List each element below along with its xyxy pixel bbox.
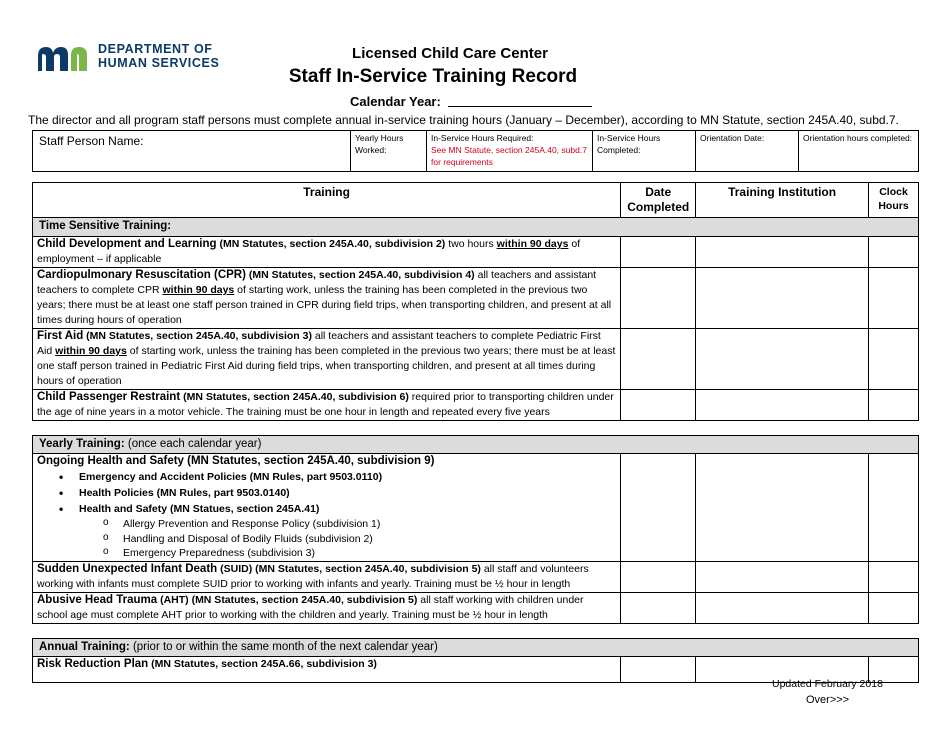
ongoing-sub-bullets bbox=[37, 517, 616, 561]
institution-cell[interactable] bbox=[696, 268, 869, 329]
section-yearly: Yearly Training: (once each calendar year) bbox=[33, 436, 919, 454]
institution-cell[interactable] bbox=[696, 592, 869, 623]
table-row bbox=[33, 390, 919, 421]
list-item: o Allergy Prevention and Response Policy (subdivision 1) bbox=[101, 517, 616, 532]
updated-date: Updated February 2018 bbox=[772, 678, 883, 690]
list-item: o Emergency Preparedness (subdivision 3) bbox=[101, 546, 616, 561]
section-annual: Annual Training: (prior to or within the same month of the next calendar year) bbox=[33, 638, 919, 656]
hours-cell[interactable] bbox=[869, 454, 919, 562]
header-institution: Training Institution bbox=[696, 183, 869, 218]
table-row bbox=[33, 561, 919, 592]
orientation-hours-field[interactable]: Orientation hours completed: bbox=[799, 131, 919, 172]
table-row bbox=[33, 268, 919, 329]
staff-name-field[interactable]: Staff Person Name: bbox=[33, 131, 351, 172]
training-risk-reduction: Risk Reduction Plan (MN Statutes, section 245A.66, subdivision 3) bbox=[33, 656, 621, 682]
institution-cell[interactable] bbox=[696, 561, 869, 592]
list-item: • Health and Safety (MN Statues, section 245A.41) bbox=[57, 501, 616, 517]
table-row bbox=[33, 329, 919, 390]
section-time-sensitive: Time Sensitive Training: bbox=[33, 218, 919, 237]
institution-cell[interactable] bbox=[696, 329, 869, 390]
training-suid: Sudden Unexpected Infant Death (SUID) (MN Statutes, section 245A.40, subdivision 5) all staff and volunteers working with infants must complete SUID prior to working with infants and yearly. Training must be ½ hour in length bbox=[33, 561, 621, 592]
department-name: DEPARTMENT OF HUMAN SERVICES bbox=[98, 42, 220, 70]
date-cell[interactable] bbox=[621, 592, 696, 623]
over-note: Over>>> bbox=[806, 694, 850, 706]
institution-cell[interactable] bbox=[696, 390, 869, 421]
header-date-completed: Date Completed bbox=[621, 183, 696, 218]
doc-title: Staff In-Service Training Record bbox=[288, 66, 578, 87]
hours-cell[interactable] bbox=[869, 592, 919, 623]
table-row bbox=[33, 237, 919, 268]
calendar-year-label: Calendar Year: bbox=[350, 94, 441, 109]
header-training: Training bbox=[33, 183, 621, 218]
calendar-year-field[interactable] bbox=[448, 106, 592, 107]
completed-hours-field[interactable]: In-Service Hours Completed: bbox=[593, 131, 696, 172]
hours-cell[interactable] bbox=[869, 561, 919, 592]
hours-cell[interactable] bbox=[869, 268, 919, 329]
yearly-hours-field[interactable]: Yearly Hours Worked: bbox=[351, 131, 427, 172]
training-child-development: Child Development and Learning (MN Statutes, section 245A.40, subdivision 2) two hours within 90 days of employment – if applicable bbox=[33, 237, 621, 268]
date-cell[interactable] bbox=[621, 268, 696, 329]
hours-cell[interactable] bbox=[869, 390, 919, 421]
training-first-aid: First Aid (MN Statutes, section 245A.40, subdivision 3) all teachers and assistant teachers to complete Pediatric First Aid within 90 days of starting work, unless the training has been completed in the previous two years; there must be at least one staff person trained in Pediatric First Aid during field trips, when transporting children, and present at all times during hours of operation bbox=[33, 329, 621, 390]
date-cell[interactable] bbox=[621, 329, 696, 390]
list-item: o Handling and Disposal of Bodily Fluids (subdivision 2) bbox=[101, 532, 616, 547]
header-clock-hours: Clock Hours bbox=[869, 183, 919, 218]
training-passenger-restraint: Child Passenger Restraint (MN Statutes, section 245A.40, subdivision 6) required prior to transporting children under the age of nine years in a motor vehicle. The training must be one hour in length and repeated every five years bbox=[33, 390, 621, 421]
doc-subtitle: Licensed Child Care Center bbox=[352, 45, 548, 62]
training-table bbox=[32, 182, 919, 683]
training-cpr: Cardiopulmonary Resuscitation (CPR) (MN Statutes, section 245A.40, subdivision 4) all teachers and assistant teachers to complete CPR within 90 days of starting work, unless the training has been completed in the previous two years; there must be at least one staff person trained in CPR during field trips, when transporting children, and present at all times during hours of operation bbox=[33, 268, 621, 329]
training-ongoing-health-safety: Ongoing Health and Safety (MN Statutes, section 245A.40, subdivision 9) • Emergency and Accident Policies (MN Rules, part 9503.0110) • Health Policies (MN Rules, part 9503.0140) • Health and Safety (MN Statues, section 245A.41) o Allergy Prevention and Response Policy (subdivision 1) o Handling and Disposal of Bodily Fluids (subdivision 2) o Emergency Preparedness (subdivision 3) bbox=[33, 454, 621, 562]
institution-cell[interactable] bbox=[696, 237, 869, 268]
required-hours-field[interactable]: In-Service Hours Required: See MN Statute, section 245A.40, subd.7 for requirements bbox=[427, 131, 593, 172]
training-aht: Abusive Head Trauma (AHT) (MN Statutes, section 245A.40, subdivision 5) all staff working with children under school age must complete AHT prior to working with the children and yearly. Training must be ½ hour in length bbox=[33, 592, 621, 623]
intro-text: The director and all program staff persons must complete annual in-service training hours (January – December), according to MN Statute, section 245A.40, subd.7. bbox=[28, 113, 899, 127]
required-note: See MN Statute, section 245A.40, subd.7 for requirements bbox=[431, 145, 587, 167]
date-cell[interactable] bbox=[621, 656, 696, 682]
date-cell[interactable] bbox=[621, 454, 696, 562]
table-gap bbox=[33, 421, 919, 436]
date-cell[interactable] bbox=[621, 390, 696, 421]
table-row bbox=[33, 454, 919, 562]
table-row bbox=[33, 592, 919, 623]
hours-cell[interactable] bbox=[869, 237, 919, 268]
list-item: • Health Policies (MN Rules, part 9503.0140) bbox=[57, 485, 616, 501]
ongoing-bullets bbox=[37, 469, 616, 517]
list-item: • Emergency and Accident Policies (MN Rules, part 9503.0110) bbox=[57, 469, 616, 485]
date-cell[interactable] bbox=[621, 237, 696, 268]
staff-info-table bbox=[32, 130, 919, 172]
institution-cell[interactable] bbox=[696, 454, 869, 562]
hours-cell[interactable] bbox=[869, 329, 919, 390]
date-cell[interactable] bbox=[621, 561, 696, 592]
orientation-date-field[interactable]: Orientation Date: bbox=[696, 131, 799, 172]
table-gap bbox=[33, 623, 919, 638]
